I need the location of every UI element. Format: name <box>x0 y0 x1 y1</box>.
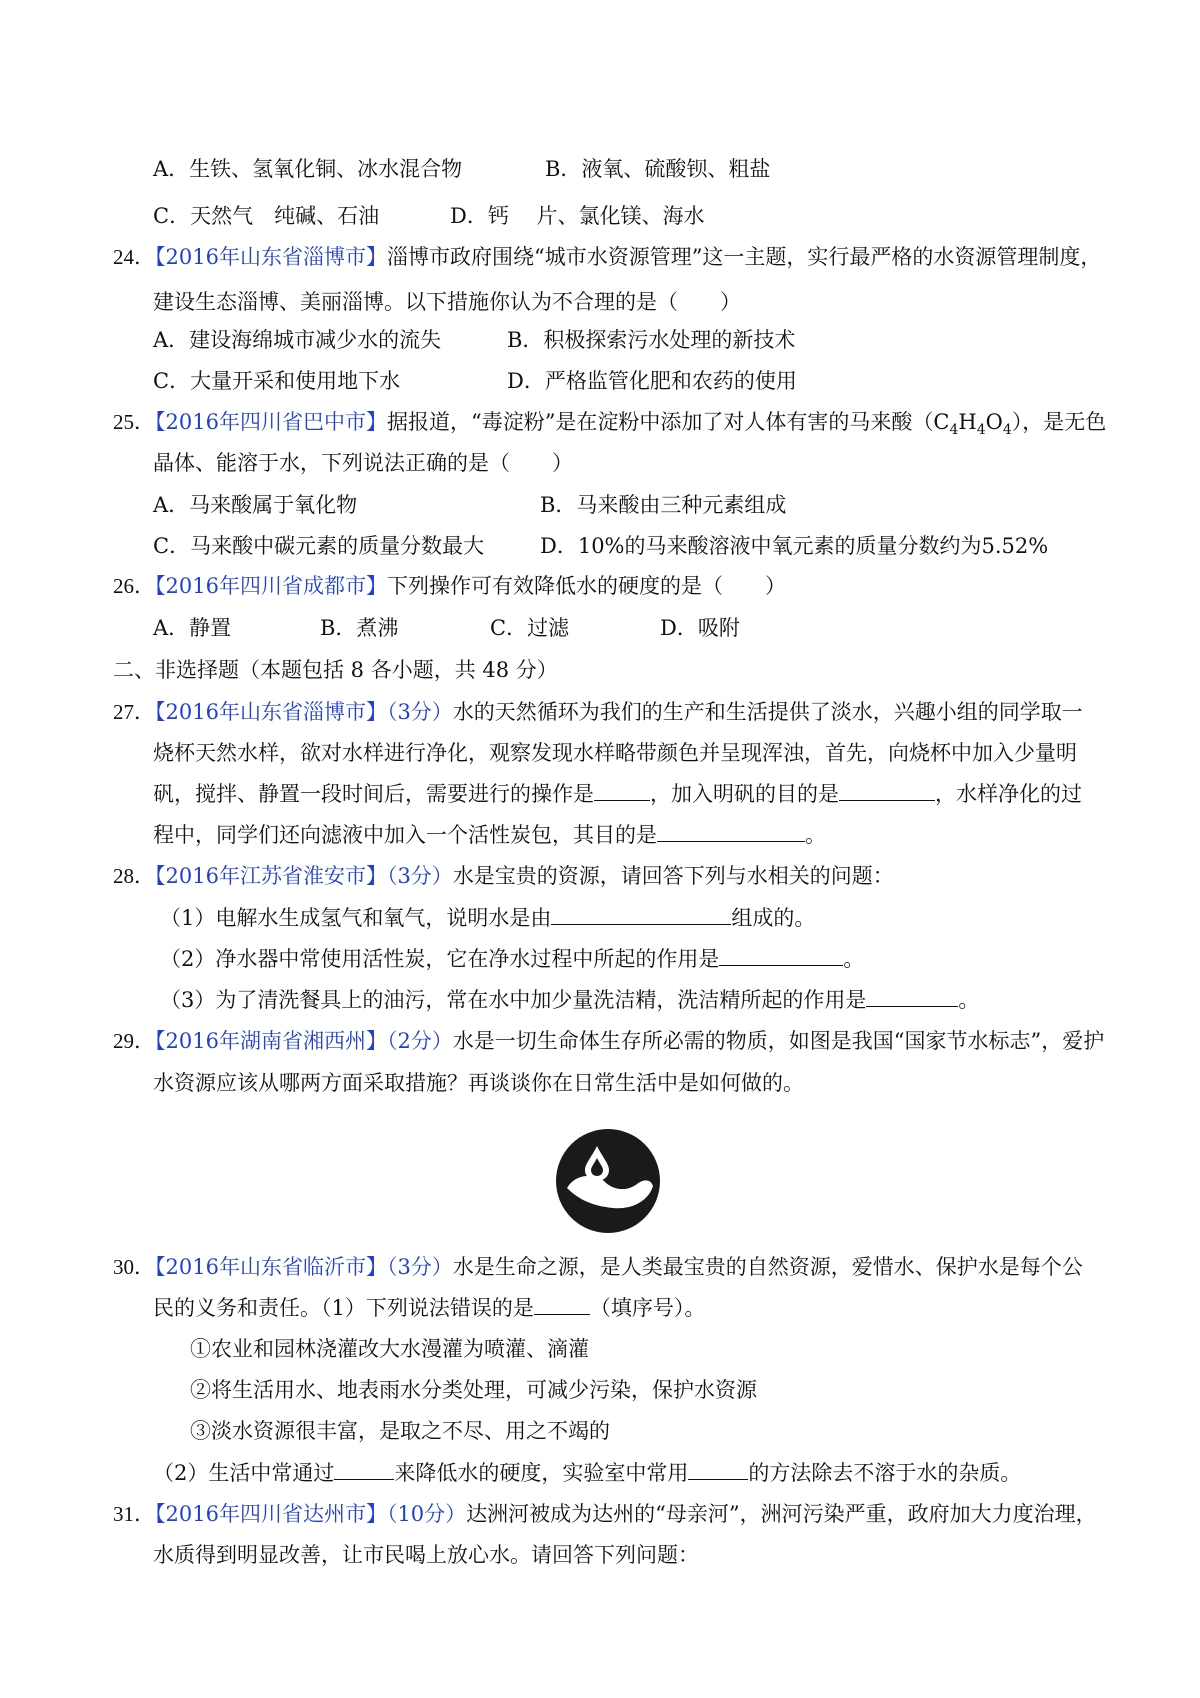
question-number: 30． <box>113 1255 155 1279</box>
answer-blank[interactable] <box>534 1294 590 1315</box>
question-stem: 下列操作可有效降低水的硬度的是（ ） <box>386 574 786 598</box>
question-text: ，水样净化的过 <box>935 782 1082 806</box>
q24-option-b: B．积极探索污水处理的新技术 <box>507 328 796 352</box>
q25-option-b: B．马来酸由三种元素组成 <box>540 493 787 517</box>
question-26-line1 <box>113 571 786 601</box>
question-27-line4 <box>153 820 826 850</box>
answer-blank[interactable] <box>866 986 958 1007</box>
question-30-line1 <box>113 1252 1083 1282</box>
q23-option-b: B．液氧、硫酸钡、粗盐 <box>545 157 771 181</box>
question-31-line1 <box>113 1499 1097 1529</box>
question-stem: 水是生命之源，是人类最宝贵的自然资源，爱惜水、保护水是每个公 <box>452 1255 1083 1279</box>
subscript: 4 <box>976 422 986 439</box>
question-text: 矾，搅拌、静置一段时间后，需要进行的操作是 <box>153 782 594 806</box>
question-number: 24． <box>113 245 155 269</box>
question-number: 31． <box>113 1502 155 1526</box>
q23-option-d: D．钙 片、氯化镁、海水 <box>450 204 705 228</box>
question-source: 【2016年四川省成都市】 <box>155 574 387 598</box>
question-29-line1 <box>113 1026 1104 1056</box>
q26-option-d: D．吸附 <box>660 616 740 640</box>
question-stem: 达洲河被成为达州的“母亲河”，洲河污染严重，政府加大力度治理， <box>466 1502 1097 1526</box>
formula-element: H <box>958 410 977 434</box>
q25-option-a: A．马来酸属于氧化物 <box>153 493 358 517</box>
q23-option-a: A．生铁、氢氧化铜、冰水混合物 <box>153 157 463 181</box>
answer-blank[interactable] <box>839 780 935 801</box>
question-number: 26． <box>113 574 155 598</box>
question-source: 【2016年山东省淄博市】 <box>155 245 387 269</box>
question-27-line3 <box>153 779 1082 809</box>
question-text: 的方法除去不溶于水的杂质。 <box>748 1461 1022 1485</box>
formula-element: O <box>985 410 1003 434</box>
answer-blank[interactable] <box>551 904 731 925</box>
water-saving-logo-icon <box>553 1126 663 1236</box>
question-28-line1 <box>113 861 894 891</box>
question-source: 【2016年江苏省淮安市】（3分） <box>155 864 453 888</box>
question-25-line2: 晶体、能溶于水，下列说法正确的是（ ） <box>153 451 573 475</box>
subscript: 4 <box>949 422 959 439</box>
question-source: 【2016年湖南省湘西州】（2分） <box>155 1029 453 1053</box>
question-25-line1 <box>113 407 1106 437</box>
question-27-line2: 烧杯天然水样，欲对水样进行净化，观察发现水样略带颜色并呈现浑浊，首先，向烧杯中加入少量明 <box>153 741 1077 765</box>
q25-option-c: C．马来酸中碳元素的质量分数最大 <box>153 534 485 558</box>
question-source: 【2016年四川省巴中市】 <box>155 410 387 434</box>
question-text: （2）净水器中常使用活性炭，它在净水过程中所起的作用是 <box>160 947 720 971</box>
question-number: 25． <box>113 410 155 434</box>
question-text: （填序号）。 <box>589 1296 706 1320</box>
question-29-line2: 水资源应该从哪两方面采取措施？再谈谈你在日常生活中是如何做的。 <box>153 1071 804 1095</box>
question-text: 民的义务和责任。（1）下列说法错误的是 <box>153 1296 534 1320</box>
question-27-line1 <box>113 697 1083 727</box>
answer-blank[interactable] <box>719 945 843 966</box>
question-text: 组成的。 <box>731 906 816 930</box>
question-stem: 据报道，“毒淀粉”是在淀粉中添加了对人体有害的马来酸（C <box>386 410 950 434</box>
question-text: 。 <box>843 947 865 971</box>
answer-blank[interactable] <box>594 780 650 801</box>
question-text: 。 <box>805 823 826 847</box>
question-30-line2 <box>153 1293 705 1323</box>
q25-option-d: D．10%的马来酸溶液中氧元素的质量分数约为5.52% <box>540 534 1049 558</box>
q23-option-c: C．天然气 纯碱、石油 <box>153 204 380 228</box>
question-source: 【2016年四川省达州市】（10分） <box>155 1502 467 1526</box>
question-source: 【2016年山东省淄博市】（3分） <box>155 700 453 724</box>
question-stem: 水是一切生命体生存所必需的物质，如图是我国“国家节水标志”，爱护 <box>452 1029 1105 1053</box>
question-28-part2 <box>160 944 864 974</box>
q26-option-b: B．煮沸 <box>320 616 399 640</box>
question-24-line2: 建设生态淄博、美丽淄博。以下措施你认为不合理的是（ ） <box>153 290 741 314</box>
question-source: 【2016年山东省临沂市】（3分） <box>155 1255 453 1279</box>
subscript: 4 <box>1002 422 1012 439</box>
question-text: ，加入明矾的目的是 <box>650 782 839 806</box>
question-number: 29． <box>113 1029 155 1053</box>
q26-option-c: C．过滤 <box>490 616 570 640</box>
q24-option-d: D．严格监管化肥和农药的使用 <box>507 369 797 393</box>
question-stem: ），是无色 <box>1011 410 1107 434</box>
question-31-line2: 水质得到明显改善，让市民喝上放心水。请回答下列问题： <box>153 1543 699 1567</box>
question-stem: 淄博市政府围绕“城市水资源管理”这一主题，实行最严格的水资源管理制度， <box>386 245 1102 269</box>
question-stem: 水的天然循环为我们的生产和生活提供了淡水，兴趣小组的同学取一 <box>452 700 1083 724</box>
question-28-part1 <box>160 903 815 933</box>
question-30-part2 <box>153 1458 1021 1488</box>
question-stem: 水是宝贵的资源，请回答下列与水相关的问题： <box>452 864 894 888</box>
question-text: （2）生活中常通过 <box>153 1461 335 1485</box>
question-24-line1 <box>113 242 1101 272</box>
question-number: 28． <box>113 864 155 888</box>
question-text: （3）为了清洗餐具上的油污，常在水中加少量洗洁精，洗洁精所起的作用是 <box>160 988 867 1012</box>
q24-option-c: C．大量开采和使用地下水 <box>153 369 401 393</box>
answer-blank[interactable] <box>657 821 805 842</box>
section-heading: 二、非选择题（本题包括 8 各小题，共 48 分） <box>113 658 558 682</box>
question-text: 程中，同学们还向滤液中加入一个活性炭包，其目的是 <box>153 823 657 847</box>
question-30-item1: ①农业和园林浇灌改大水漫灌为喷灌、滴灌 <box>190 1337 589 1361</box>
question-number: 27． <box>113 700 155 724</box>
question-30-item2: ②将生活用水、地表雨水分类处理，可减少污染，保护水资源 <box>190 1378 757 1402</box>
question-28-part3 <box>160 985 979 1015</box>
answer-blank[interactable] <box>334 1459 394 1480</box>
question-text: 来降低水的硬度，实验室中常用 <box>394 1461 689 1485</box>
question-30-item3: ③淡水资源很丰富，是取之不尽、用之不竭的 <box>190 1419 610 1443</box>
q24-option-a: A．建设海绵城市减少水的流失 <box>153 328 442 352</box>
q26-option-a: A．静置 <box>153 616 232 640</box>
question-text: 。 <box>958 988 980 1012</box>
question-text: （1）电解水生成氢气和氧气，说明水是由 <box>160 906 552 930</box>
answer-blank[interactable] <box>688 1459 748 1480</box>
